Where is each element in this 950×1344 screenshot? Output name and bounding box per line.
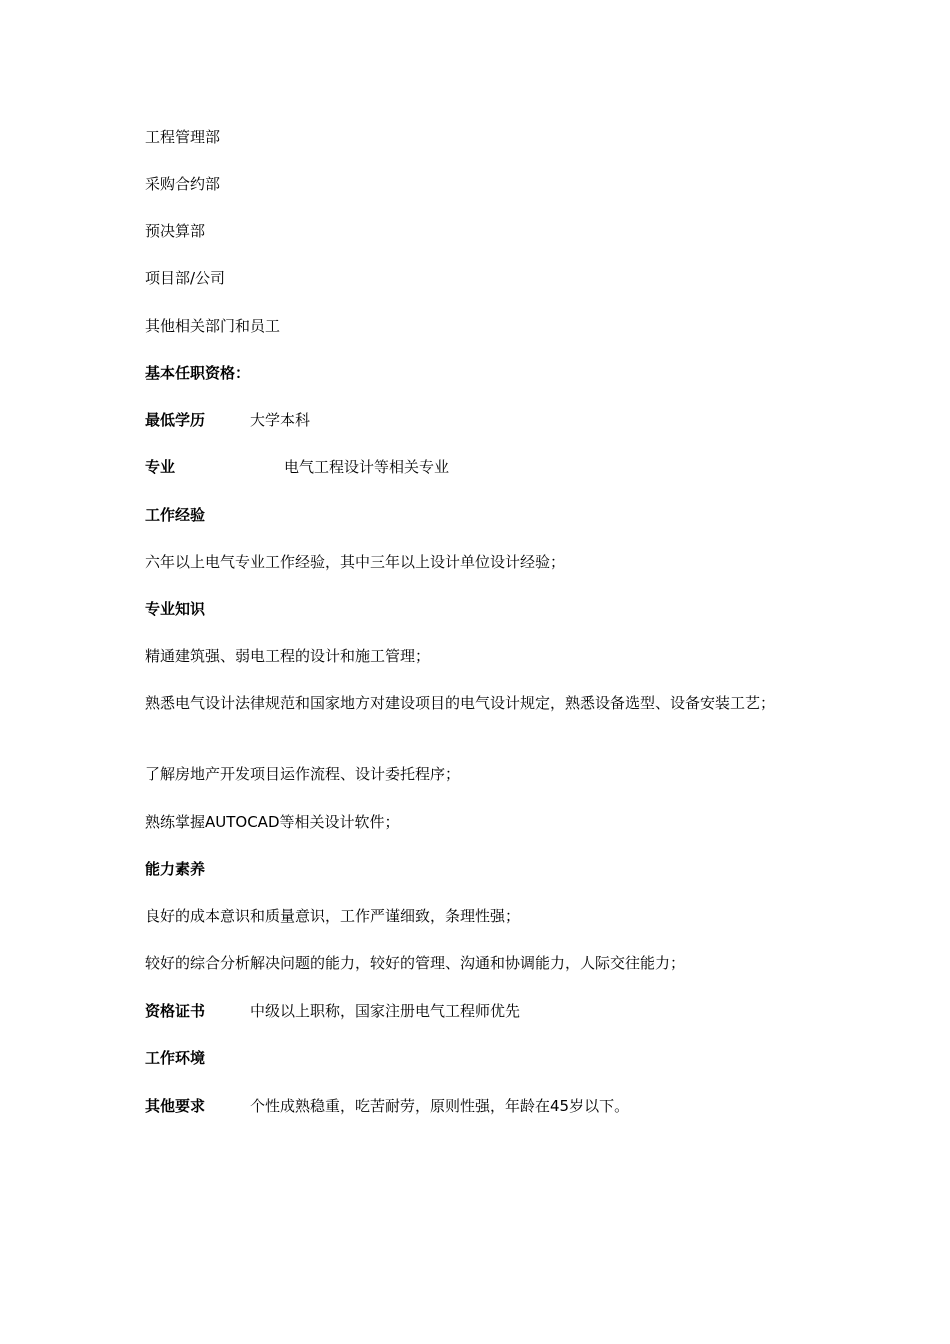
certificate-value: 中级以上职称，国家注册电气工程师优先 — [250, 1002, 521, 1020]
knowledge-item: 熟悉电气设计法律规范和国家地方对建设项目的电气设计规定，熟悉设备选型、设备安装工艺； — [145, 694, 776, 712]
ability-item: 较好的综合分析解决问题的能力，较好的管理、沟通和协调能力，人际交往能力； — [145, 954, 686, 972]
knowledge-item: 了解房地产开发项目运作流程、设计委托程序； — [145, 765, 461, 783]
other-row — [145, 1095, 630, 1117]
relation-item: 工程管理部 — [145, 128, 221, 146]
relation-item: 项目部/公司 — [145, 269, 226, 287]
ability-item: 良好的成本意识和质量意识，工作严谨细致，条理性强； — [145, 907, 521, 925]
knowledge-label: 专业知识 — [145, 600, 206, 618]
other-label: 其他要求 — [145, 1097, 206, 1115]
ability-label: 能力素养 — [145, 860, 206, 878]
major-row — [145, 456, 450, 478]
major-label: 专业 — [145, 458, 176, 476]
major-value: 电气工程设计等相关专业 — [284, 458, 450, 476]
relation-item: 采购合约部 — [145, 175, 221, 193]
knowledge-item: 精通建筑强、弱电工程的设计和施工管理； — [145, 647, 431, 665]
experience-item: 六年以上电气专业工作经验，其中三年以上设计单位设计经验； — [145, 553, 566, 571]
education-label: 最低学历 — [145, 411, 206, 429]
other-value: 个性成熟稳重，吃苦耐劳，原则性强，年龄在45岁以下。 — [250, 1097, 630, 1115]
education-value: 大学本科 — [250, 411, 311, 429]
relation-item: 预决算部 — [145, 222, 206, 240]
certificate-label: 资格证书 — [145, 1002, 206, 1020]
qualifications-heading: 基本任职资格： — [145, 364, 251, 382]
certificate-row — [145, 1000, 521, 1022]
knowledge-item: 熟练掌握AUTOCAD等相关设计软件； — [145, 813, 400, 831]
relation-item: 其他相关部门和员工 — [145, 317, 281, 335]
experience-label: 工作经验 — [145, 506, 206, 524]
environment-label: 工作环境 — [145, 1049, 206, 1067]
education-row — [145, 409, 311, 431]
